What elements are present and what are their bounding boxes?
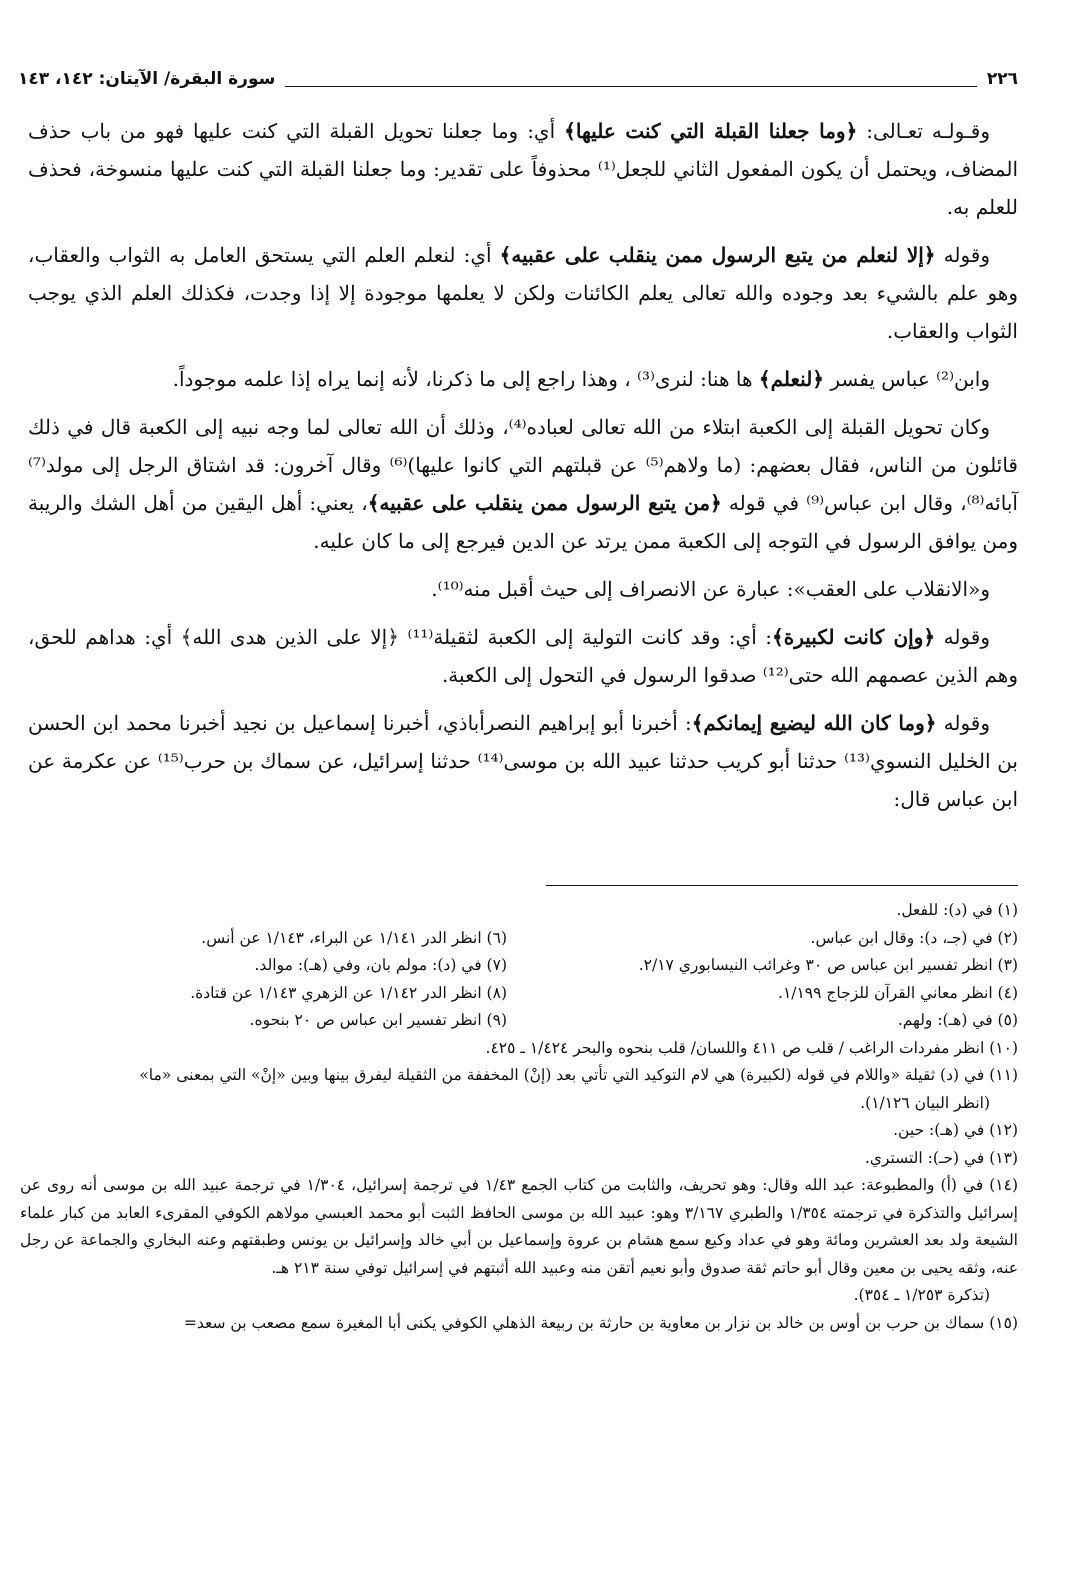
footnote: (١٠) انظر مفردات الراغب / قلب ص ٤١١ واللسان/ قلب بنحوه والبحر ١/٤٢٤ ـ ٤٢٥. <box>485 1038 1018 1057</box>
footnote: (١٤) في (أ) والمطبوعة: عبد الله وقال: وهو تحريف، والثابت من كتاب الجمع ١/٤٣ في ترجمة إسرائيل، ١/٣٠٤ في ترجمة عبيد الله بن موسى أنه روى عن إسرائيل والتذكرة في ترجمته ١/٣٥٤ والطبري ٣/١٦٧ وهو: عبيد الله بن موسى الحافظ الثبت أبو محمد العبسي مولاهم الكوفي المقرىء العابد من كبار علماء الشيعة ولد بعد العشرين ومائة وهو في عداد وكيع سمع هشام بن عروة وإسماعيل بن أبي خالد وإسرائيل بن يونس وطبقتهم وعنه البخاري والجماعة عن رجل عنه، وثقه يحيى بن معين وقال أبو حاتم ثقة صدوق وأبو نعيم أتقن منه وعبيد الله أثبتهم في إسرائيل توفي سنة ٢١٣ هـ. <box>20 1176 1019 1277</box>
footnote: (٨) انظر الدر ١/١٤٢ عن الزهري ١/١٤٣ عن قتادة. <box>190 983 507 1002</box>
paragraph: وقـولـه تعـالى: ﴿وما جعلنا القبلة التي كنت عليها﴾ أي: وما جعلنا تحويل القبلة التي كنت عليها فهو من باب حذف المضاف، ويحتمل أن يكون المفعول الثاني للجعل⁽¹⁾ محذوفاً على تقدير: وما جعلنا القبلة التي كنت عليها منسوخة، فحذف للعلم به. <box>28 119 1018 219</box>
footnote-continuation: (تذكرة ١/٢٥٣ ـ ٣٥٤). <box>853 1286 990 1304</box>
footnote: (٧) في (د): مولم بان، وفي (هـ): موالد. <box>254 956 507 974</box>
quran-quote: ﴿وما كان الله ليضيع إيمانكم﴾ <box>691 711 937 735</box>
paragraph: وقوله ﴿إلا لنعلم من يتبع الرسول ممن ينقلب على عقبيه﴾ أي: لنعلم العلم التي يستحق العامل به الثواب والعقاب، وهو علم بالشيء بعد وجوده والله تعالى يعلم الكائنات ولكن لا يعلمها موجودة إلا إذا وجدت، فكذلك العلم الذي يوجب الثواب والعقاب. <box>28 243 1018 343</box>
page-number: ٢٢٦ <box>986 69 1018 89</box>
footnote: (١٥) سماك بن حرب بن أوس بن خالد بن نزار بن معاوية بن حارثة بن ربيعة الذهلي الكوفي يكنى أبا المغيرة سمع مصعب بن سعد= <box>183 1313 1018 1332</box>
footnote-separator <box>546 885 1018 886</box>
footnote: (٤) انظر معاني القرآن للزجاج ١/١٩٩. <box>778 983 1018 1002</box>
footnote: (١٣) في (حـ): التستري. <box>864 1148 1018 1167</box>
header-rule <box>285 72 977 87</box>
paragraph: وقوله ﴿وإن كانت لكبيرة﴾: أي: وقد كانت التولية إلى الكعبة لثقيلة⁽¹¹⁾ ﴿إلا على الذين هدى الله﴾ أي: هداهم للحق، وهم الذين عصمهم الله حتى⁽¹²⁾ صدقوا الرسول في التحول إلى الكعبة. <box>28 625 1018 687</box>
footnote-continuation: (انظر البيان ١/١٢٦). <box>860 1093 990 1112</box>
footnote: (١٢) في (هـ): حين. <box>893 1121 1018 1139</box>
page-header <box>18 62 1018 96</box>
paragraph: وكان تحويل القبلة إلى الكعبة ابتلاء من الله تعالى لعباده⁽⁴⁾، وذلك أن الله تعالى لما وجه نبيه إلى الكعبة قال في ذلك قائلون من الناس، فقال بعضهم: (ما ولاهم⁽⁵⁾ عن قبلتهم التي كانوا عليها)⁽⁶⁾ وقال آخرون: قد اشتاق الرجل إلى مولد⁽⁷⁾ آبائه⁽⁸⁾، وقال ابن عباس⁽⁹⁾ في قوله ﴿من يتبع الرسول ممن ينقلب على عقبيه﴾، يعني: أهل اليقين من أهل الشك والريبة ومن يوافق الرسول في التوجه إلى الكعبة ممن يرتد عن الدين فيرجع إلى ما كان عليه. <box>28 415 1018 553</box>
footnote <box>20 897 507 925</box>
quran-quote: ﴿وما جعلنا القبلة التي كنت عليها﴾ <box>564 119 858 143</box>
footnotes-grid <box>20 897 1018 1035</box>
paragraph: وابن⁽²⁾ عباس يفسر ﴿لنعلم﴾ ها هنا: لنرى⁽³⁾ ، وهذا راجع إلى ما ذكرنا، لأنه إنما يراه إذا علمه موجوداً. <box>172 367 990 391</box>
footnote: (١) في (د): للفعل. <box>896 901 1018 919</box>
footnote: (٥) في (هـ): ولهم. <box>897 1011 1018 1029</box>
quran-quote: ﴿إلا لنعلم من يتبع الرسول ممن ينقلب على عقبيه﴾ <box>499 243 936 267</box>
quran-quote: ﴿من يتبع الرسول ممن ينقلب على عقبيه﴾ <box>367 491 722 515</box>
main-text <box>28 112 1018 828</box>
footnote: (٦) انظر الدر ١/١٤١ عن البراء، ١/١٤٣ عن أنس. <box>201 928 507 947</box>
footnote: (١١) في (د) ثقيلة «واللام في قوله (لكبيرة) هي لام التوكيد التي تأتي بعد (إنْ) المخففة من الثقيلة ليفرق بينها وبين «إنْ» التي بمعنى «ما» <box>139 1066 1018 1084</box>
quran-quote: ﴿لنعلم﴾ <box>758 367 825 391</box>
paragraph: و«الانقلاب على العقب»: عبارة عن الانصراف إلى حيث أقبل منه⁽¹⁰⁾. <box>431 577 990 601</box>
running-title: سورة البقرة/ الآيتان: ١٤٢، ١٤٣ <box>18 69 276 89</box>
footnote: (٢) في (جـ، د): وقال ابن عباس. <box>810 928 1018 947</box>
quran-quote: ﴿وإن كانت لكبيرة﴾ <box>772 625 936 649</box>
footnotes <box>20 897 1018 1337</box>
footnote: (٣) انظر تفسير ابن عباس ص ٣٠ وغرائب النيسابوري ٢/١٧. <box>638 956 1018 974</box>
paragraph: وقوله ﴿وما كان الله ليضيع إيمانكم﴾: أخبرنا أبو إبراهيم النصرأباذي، أخبرنا إسماعيل بن نجيد أخبرنا محمد ابن الحسن بن الخليل النسوي⁽¹³⁾ حدثنا أبو كريب حدثنا عبيد الله بن موسى⁽¹⁴⁾ حدثنا إسرائيل، عن سماك بن حرب⁽¹⁵⁾ عن عكرمة عن ابن عباس قال: <box>28 711 1018 811</box>
footnote: (٩) انظر تفسير ابن عباس ص ٢٠ بنحوه. <box>249 1011 507 1029</box>
